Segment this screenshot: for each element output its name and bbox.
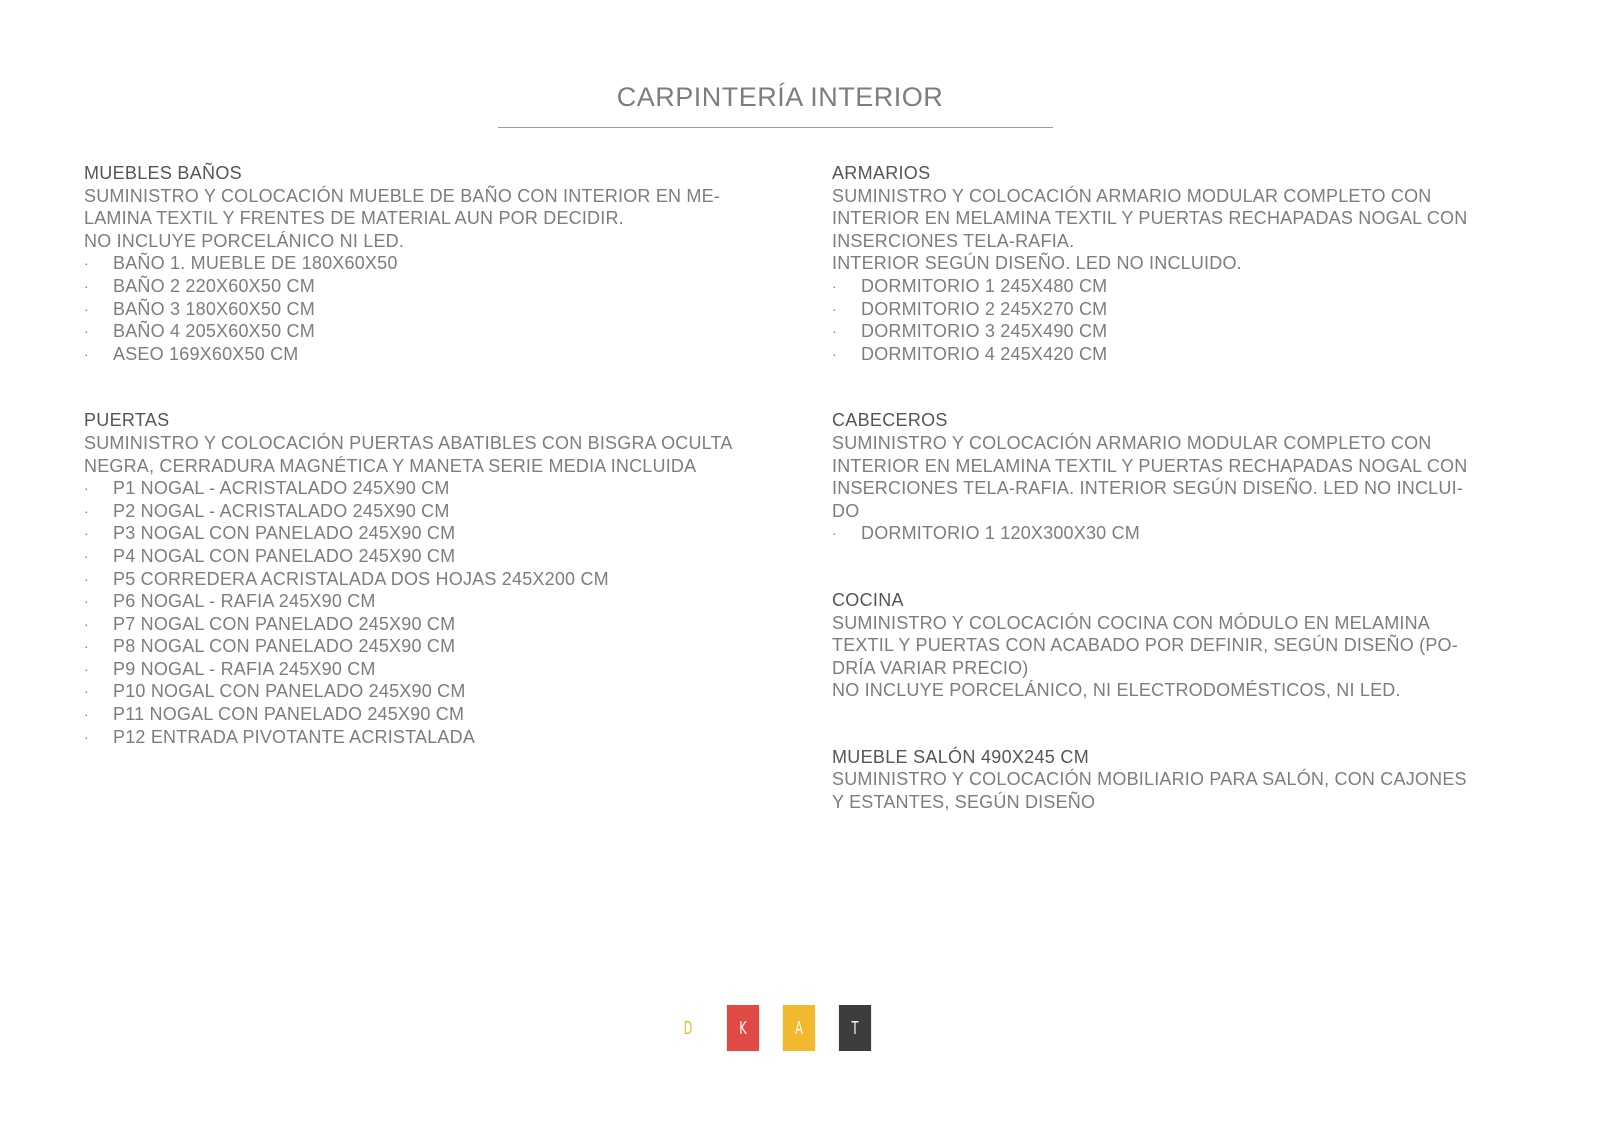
bullet-icon: ·: [84, 480, 89, 497]
section-heading: COCINA: [832, 589, 904, 610]
list-item: [84, 275, 784, 298]
section-description-line: INSERCIONES TELA-RAFIA.: [832, 230, 1075, 251]
list-item: [84, 320, 784, 343]
list-item: [84, 568, 784, 591]
bullet-icon: ·: [832, 300, 837, 317]
list-item: [84, 703, 784, 726]
page-title: CARPINTERÍA INTERIOR: [616, 82, 944, 112]
section-heading: ARMARIOS: [832, 163, 931, 183]
bullet-icon: ·: [84, 570, 89, 587]
bullet-icon: ·: [832, 345, 837, 362]
item-list: [84, 477, 784, 748]
section-heading: CABECEROS: [832, 410, 948, 431]
bullet-icon: ·: [84, 660, 89, 677]
section-cocina: [832, 589, 1522, 702]
list-item: [832, 522, 1522, 545]
section-heading: PUERTAS: [84, 410, 170, 431]
list-item-text: P4 NOGAL CON PANELADO 245X90 CM: [113, 545, 456, 566]
bullet-icon: ·: [84, 615, 89, 632]
list-item: [832, 343, 1522, 366]
section-heading: MUEBLES BAÑOS: [84, 163, 242, 183]
list-item-text: P9 NOGAL - RAFIA 245X90 CM: [113, 658, 376, 679]
section-description-line: INSERCIONES TELA-RAFIA. INTERIOR SEGÚN DISEÑO. LED NO INCLUI-: [832, 478, 1463, 499]
list-item-text: P7 NOGAL CON PANELADO 245X90 CM: [113, 613, 456, 634]
left-column: [84, 162, 784, 792]
item-list: [832, 522, 1522, 545]
bullet-icon: ·: [84, 255, 89, 272]
logo-letter-k: K: [727, 1005, 759, 1051]
list-item-text: P3 NOGAL CON PANELADO 245X90 CM: [113, 523, 456, 544]
list-item: [832, 298, 1522, 321]
list-item-text: P1 NOGAL - ACRISTALADO 245X90 CM: [113, 478, 450, 499]
bullet-icon: ·: [832, 277, 837, 294]
section-muebles-banos: [84, 162, 784, 365]
list-item: [84, 680, 784, 703]
list-item-text: P12 ENTRADA PIVOTANTE ACRISTALADA: [113, 726, 476, 747]
list-item-text: P5 CORREDERA ACRISTALADA DOS HOJAS 245X200 CM: [113, 568, 609, 589]
bullet-icon: ·: [84, 525, 89, 542]
list-item: [84, 635, 784, 658]
list-item: [84, 590, 784, 613]
bullet-icon: ·: [84, 547, 89, 564]
section-description-line: DO: [832, 500, 860, 521]
section-description-line: LAMINA TEXTIL Y FRENTES DE MATERIAL AUN POR DECIDIR.: [84, 208, 624, 229]
bullet-icon: ·: [84, 728, 89, 745]
section-description-line: INTERIOR SEGÚN DISEÑO. LED NO INCLUIDO.: [832, 253, 1242, 274]
list-item-text: BAÑO 2 220X60X50 CM: [113, 275, 315, 296]
section-heading: MUEBLE SALÓN 490X245 CM: [832, 746, 1090, 767]
logo-letter-a: A: [783, 1005, 815, 1051]
section-description-line: INTERIOR EN MELAMINA TEXTIL Y PUERTAS RECHAPADAS NOGAL CON: [832, 455, 1468, 476]
list-item-text: DORMITORIO 1 120X300X30 CM: [861, 523, 1140, 544]
bullet-icon: ·: [832, 323, 837, 340]
list-item-text: P10 NOGAL CON PANELADO 245X90 CM: [113, 681, 466, 702]
section-cabeceros: [832, 409, 1522, 545]
list-item: [84, 500, 784, 523]
bullet-icon: ·: [84, 502, 89, 519]
section-description-line: Y ESTANTES, SEGÚN DISEÑO: [832, 792, 1096, 813]
list-item: [84, 252, 784, 275]
bullet-icon: ·: [84, 277, 89, 294]
list-item: [84, 613, 784, 636]
title-divider: [498, 127, 1053, 128]
list-item-text: DORMITORIO 2 245X270 CM: [861, 298, 1108, 319]
bullet-icon: ·: [84, 593, 89, 610]
list-item: [84, 343, 784, 366]
bullet-icon: ·: [84, 345, 89, 362]
list-item-text: BAÑO 4 205X60X50 CM: [113, 321, 315, 342]
section-description-line: DRÍA VARIAR PRECIO): [832, 657, 1029, 678]
bullet-icon: ·: [84, 638, 89, 655]
item-list: [84, 252, 784, 365]
list-item: [84, 545, 784, 568]
section-puertas: [84, 409, 784, 748]
list-item: [84, 477, 784, 500]
list-item-text: P8 NOGAL CON PANELADO 245X90 CM: [113, 636, 456, 657]
logo-letter-t: T: [839, 1005, 871, 1051]
section-description-line: NEGRA, CERRADURA MAGNÉTICA Y MANETA SERIE MEDIA INCLUIDA: [84, 455, 697, 476]
list-item: [84, 522, 784, 545]
bullet-icon: ·: [84, 683, 89, 700]
bullet-icon: ·: [832, 525, 837, 542]
list-item: [84, 298, 784, 321]
bullet-icon: ·: [84, 300, 89, 317]
section-mueble-salon-490x245-cm: [832, 746, 1522, 814]
section-description-line: TEXTIL Y PUERTAS CON ACABADO POR DEFINIR, SEGÚN DISEÑO (PO-: [832, 635, 1458, 656]
section-description-line: SUMINISTRO Y COLOCACIÓN ARMARIO MODULAR COMPLETO CON: [832, 185, 1432, 206]
list-item: [84, 658, 784, 681]
list-item: [832, 320, 1522, 343]
logo-letter-d: D: [683, 1017, 693, 1039]
list-item-text: DORMITORIO 3 245X490 CM: [861, 321, 1108, 342]
item-list: [832, 275, 1522, 365]
section-description-line: SUMINISTRO Y COLOCACIÓN MUEBLE DE BAÑO CON INTERIOR EN ME-: [84, 185, 721, 206]
list-item: [832, 275, 1522, 298]
section-description-line: SUMINISTRO Y COLOCACIÓN PUERTAS ABATIBLES CON BISGRA OCULTA: [84, 432, 733, 453]
list-item-text: BAÑO 1. MUEBLE DE 180X60X50: [113, 253, 398, 274]
dkat-logo: [676, 1005, 888, 1051]
section-description-line: NO INCLUYE PORCELÁNICO NI LED.: [84, 230, 405, 251]
list-item-text: ASEO 169X60X50 CM: [113, 343, 299, 364]
section-description-line: NO INCLUYE PORCELÁNICO, NI ELECTRODOMÉSTICOS, NI LED.: [832, 680, 1401, 701]
section-description-line: INTERIOR EN MELAMINA TEXTIL Y PUERTAS RECHAPADAS NOGAL CON: [832, 208, 1468, 229]
bullet-icon: ·: [84, 706, 89, 723]
list-item-text: P11 NOGAL CON PANELADO 245X90 CM: [113, 704, 465, 725]
section-description-line: SUMINISTRO Y COLOCACIÓN MOBILIARIO PARA SALÓN, CON CAJONES: [832, 769, 1467, 790]
section-description-line: SUMINISTRO Y COLOCACIÓN ARMARIO MODULAR COMPLETO CON: [832, 432, 1432, 453]
right-column: [832, 162, 1522, 858]
list-item-text: P2 NOGAL - ACRISTALADO 245X90 CM: [113, 500, 450, 521]
list-item-text: DORMITORIO 1 245X480 CM: [861, 275, 1108, 296]
list-item-text: DORMITORIO 4 245X420 CM: [861, 343, 1108, 364]
section-armarios: [832, 162, 1522, 365]
section-description-line: SUMINISTRO Y COLOCACIÓN COCINA CON MÓDULO EN MELAMINA: [832, 612, 1431, 633]
list-item-text: BAÑO 3 180X60X50 CM: [113, 298, 315, 319]
list-item: [84, 726, 784, 749]
list-item-text: P6 NOGAL - RAFIA 245X90 CM: [113, 591, 376, 612]
bullet-icon: ·: [84, 323, 89, 340]
